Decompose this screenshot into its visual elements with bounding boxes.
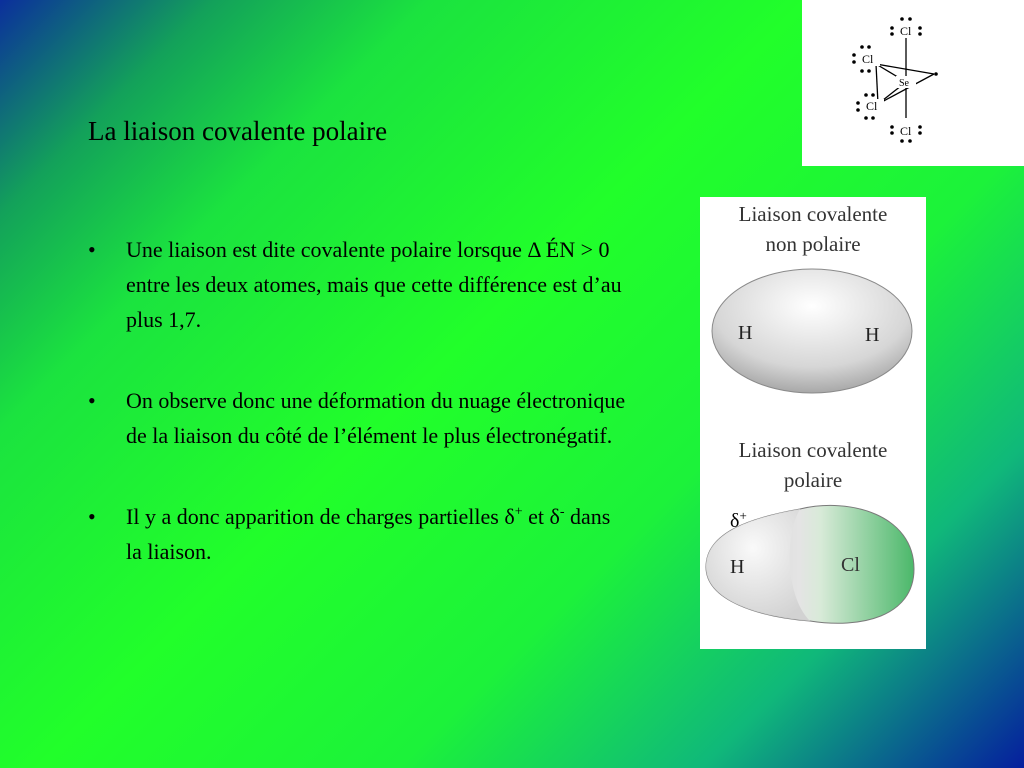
bullet-item [88, 499, 628, 569]
nonpolar-atom-h-right: H [865, 324, 880, 346]
molecule-structure-image [802, 0, 1024, 166]
lone-pair-dots [852, 17, 938, 143]
atom-label-cl: Cl [866, 99, 878, 113]
atom-label-cl: Cl [862, 52, 874, 66]
atom-label-cl: Cl [900, 24, 912, 38]
polar-title-line1: Liaison covalente [738, 438, 888, 462]
atom-label-cl: Cl [900, 124, 912, 138]
bullet-item [88, 232, 628, 337]
bullet-text: Une liaison est dite covalente polaire lorsque Δ ÉN > 0 entre les deux atomes, mais que cette différence est d’au plus 1,7. [126, 237, 622, 332]
superscript-minus: - [559, 504, 565, 520]
bullet-text: Il y a donc apparition de charges partielles δ+ et δ- dans la liaison. [126, 504, 611, 564]
bullet-marker: • [88, 237, 96, 262]
nonpolar-atom-h-left: H [738, 322, 753, 344]
nonpolar-title-line2: non polaire [765, 232, 861, 256]
polar-atom-h: H [730, 556, 745, 578]
polar-title-line2: polaire [783, 468, 843, 492]
atom-label-se: Se [899, 78, 909, 89]
nonpolar-title-line1: Liaison covalente [738, 202, 888, 226]
bullet-marker: • [88, 388, 96, 413]
bullet-item [88, 383, 628, 453]
bond-diagram-image [700, 197, 926, 649]
bullet-list [88, 232, 628, 615]
bullet-marker: • [88, 504, 96, 529]
delta-plus-label: δ+ [730, 508, 747, 532]
superscript-plus: + [514, 504, 523, 520]
bullet-text: On observe donc une déformation du nuage électronique de la liaison du côté de l’élément le plus électronégatif. [126, 388, 626, 448]
polar-atom-cl: Cl [841, 554, 860, 576]
slide-title: La liaison covalente polaire [88, 116, 388, 146]
